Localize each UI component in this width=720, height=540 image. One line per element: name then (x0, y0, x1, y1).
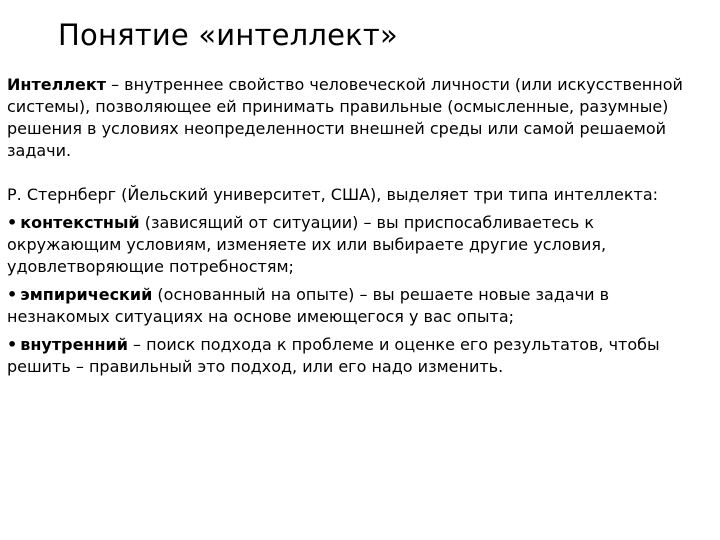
definition-term: Интеллект (7, 75, 106, 94)
slide-content (7, 74, 712, 384)
bullet-term: контекстный (20, 213, 140, 232)
bullet-text: (зависящий от ситуации) – вы приспосабливаетесь к окружающим условиям, изменяете их или выбираете другие условия, удовлетворяющие потребностям; (7, 213, 607, 276)
bullet-icon: • (7, 213, 18, 232)
intro-paragraph: Р. Стернберг (Йельский университет, США), выделяет три типа интеллекта: (7, 185, 659, 204)
bullet-item-empirical (7, 284, 712, 328)
slide-title: Понятие «интеллект» (58, 18, 398, 52)
bullet-term: эмпирический (20, 285, 153, 304)
definition-text: – внутреннее свойство человеческой личности (или искусственной системы), позволяющее ей принимать правильные (осмысленные, разумные) решения в условиях неопределенности внешней среды или самой решаемой задачи. (7, 75, 683, 160)
spacer (7, 162, 712, 184)
bullet-icon: • (7, 285, 18, 304)
bullet-icon: • (7, 335, 18, 354)
bullet-text: – поиск подхода к проблеме и оценке его результатов, чтобы решить – правильный это подход, или его надо изменить. (7, 335, 660, 376)
bullet-item-contextual (7, 212, 712, 278)
bullet-term: внутренний (20, 335, 128, 354)
bullet-item-internal (7, 334, 712, 378)
bullet-text: (основанный на опыте) – вы решаете новые задачи в незнакомых ситуациях на основе имеющегося у вас опыта; (7, 285, 610, 326)
definition-paragraph (7, 74, 712, 162)
